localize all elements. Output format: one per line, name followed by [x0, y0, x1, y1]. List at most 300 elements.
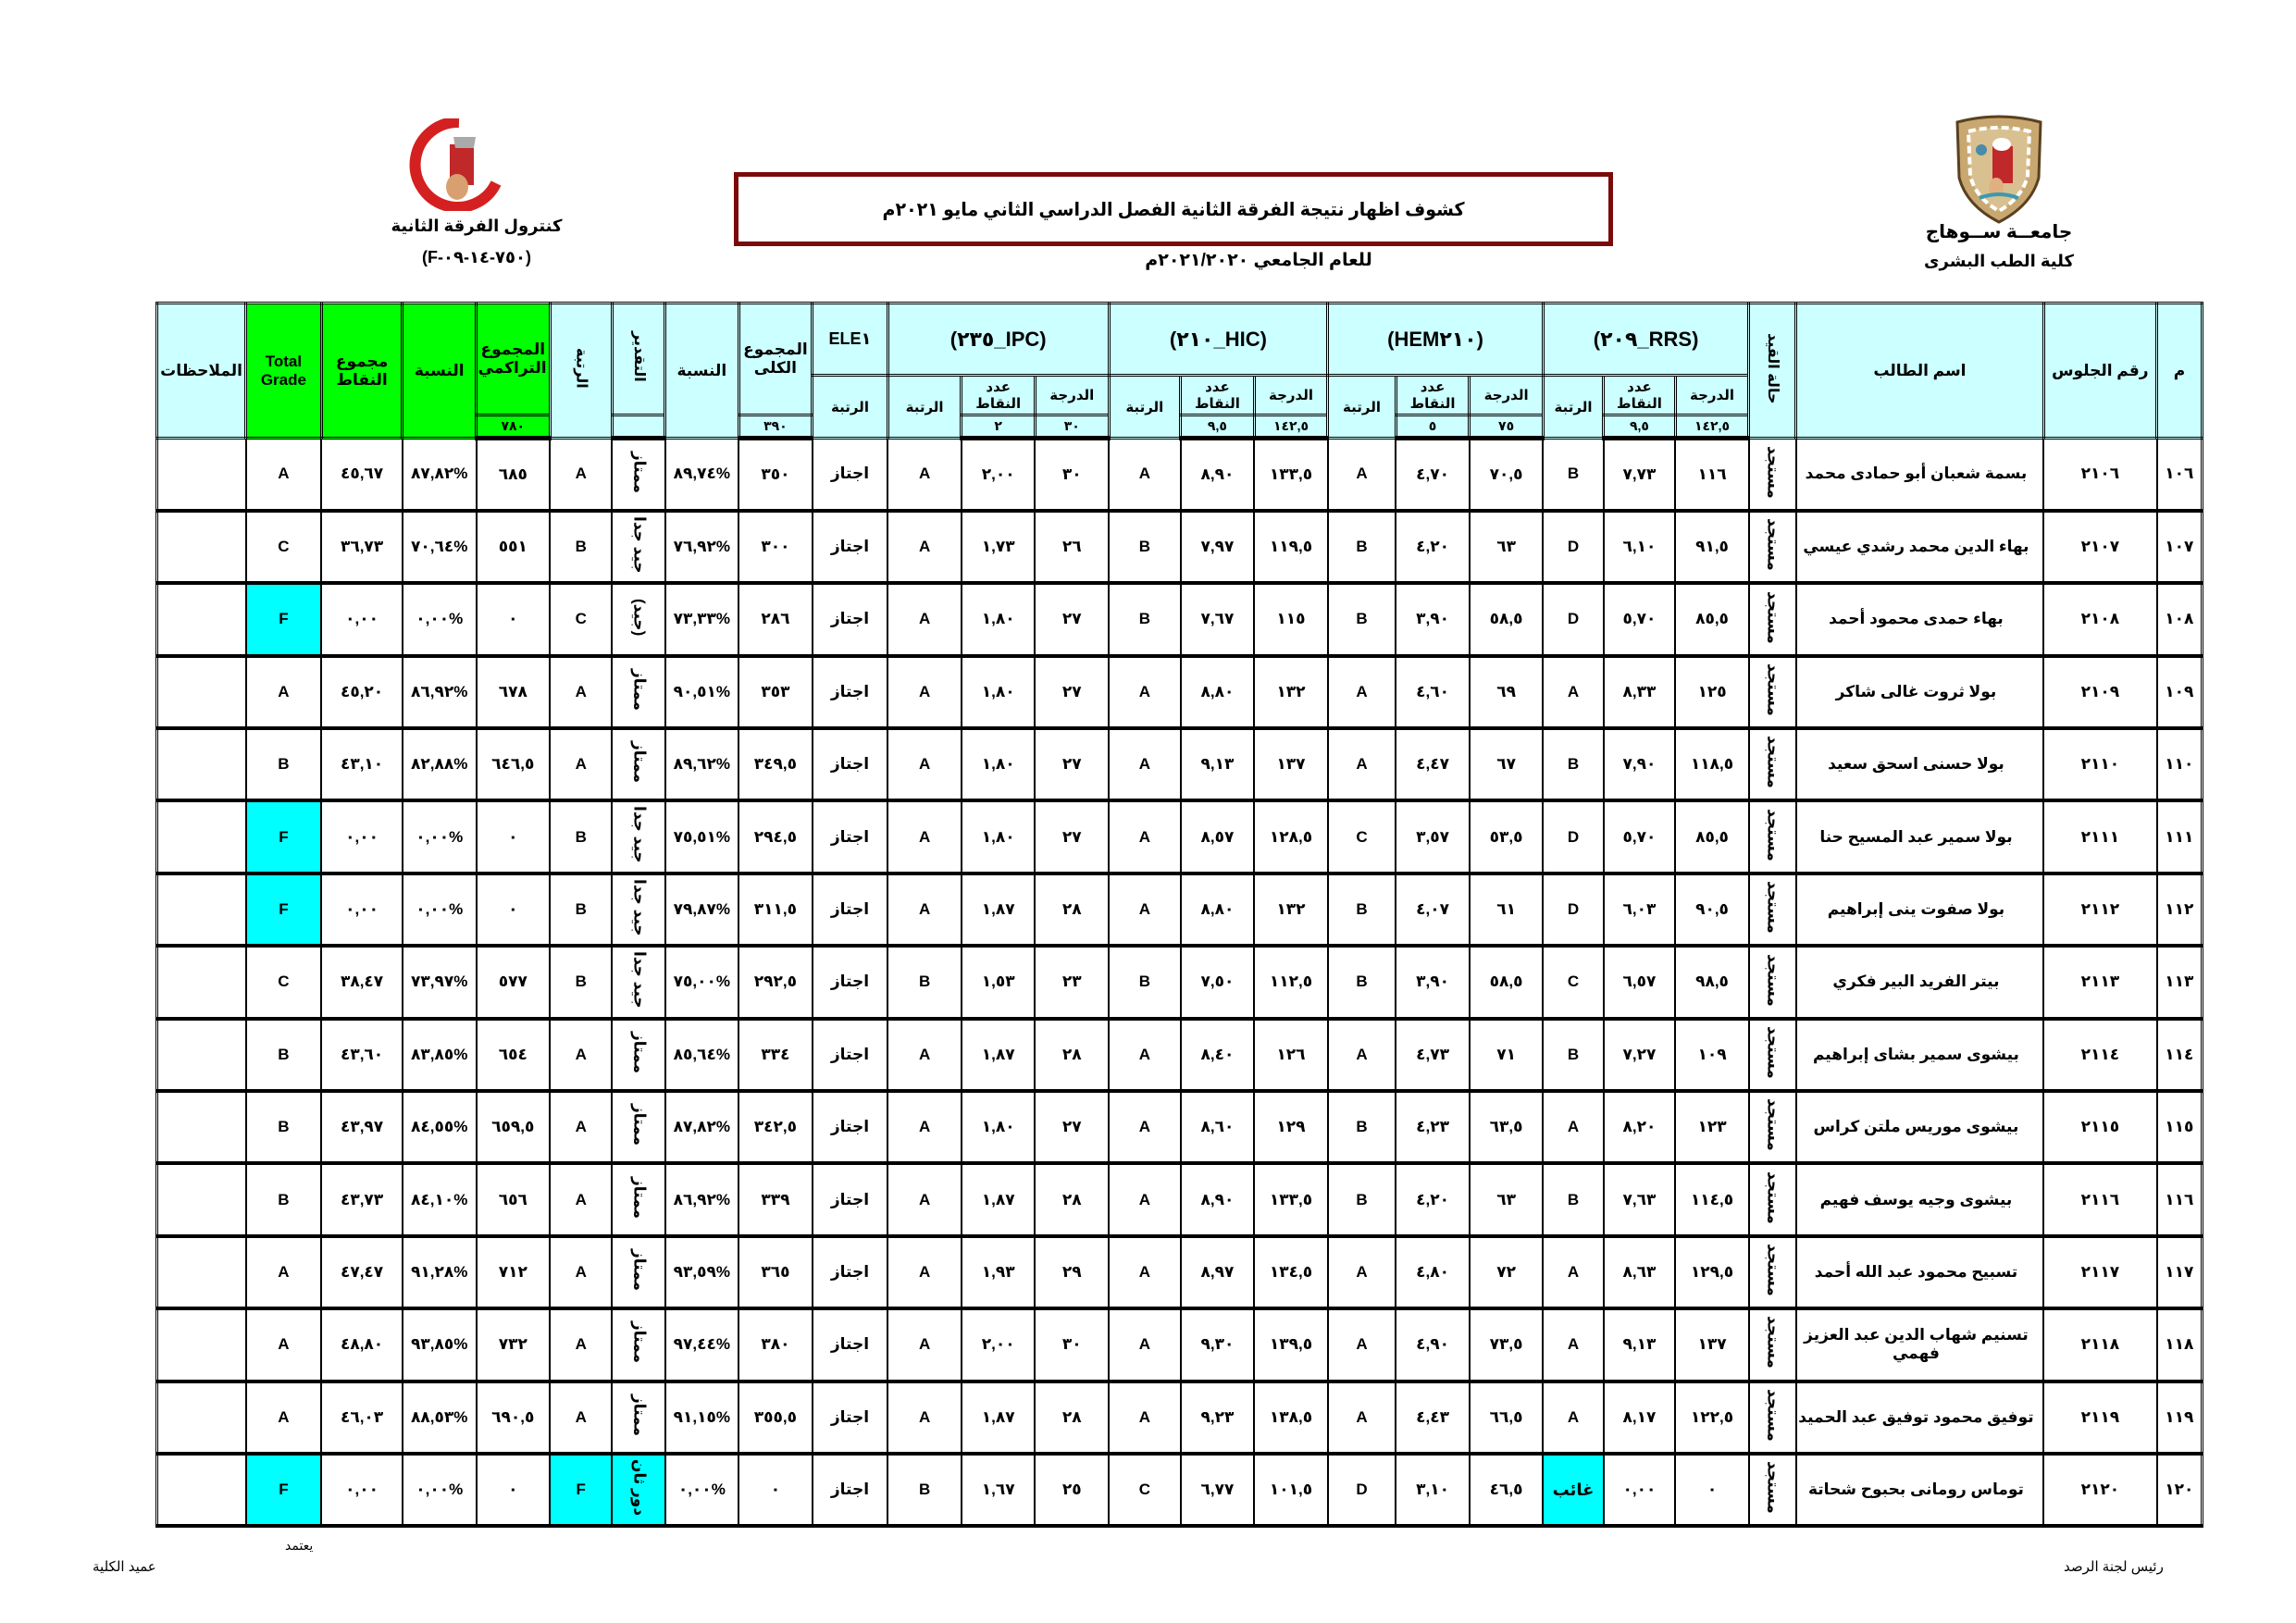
total-grade-cell: F: [246, 800, 322, 873]
cumulative-cell: ٦٨٥: [477, 439, 551, 511]
col-cum-percent: النسبة: [403, 304, 477, 439]
rrs-rank-cell: A: [1543, 1381, 1603, 1454]
rank-cell: A: [550, 439, 612, 511]
rank-cell: A: [550, 728, 612, 800]
estimate-max-blank: [612, 415, 664, 439]
ipc-points-cell: ٢,٠٠: [962, 439, 1036, 511]
ele-cell: اجتاز: [813, 728, 888, 800]
table-row: [157, 800, 2203, 873]
percent-cell: %٩٠,٥١: [665, 656, 739, 728]
hem-rank-cell: B: [1328, 873, 1396, 946]
hem-points-cell: ٤,٤٧: [1396, 728, 1470, 800]
serial-cell: ١١٧: [2157, 1236, 2203, 1308]
student-name-cell: توماس رومانى بحبوح شحاتة: [1796, 1454, 2043, 1526]
hic-points-cell: ٩,٢٣: [1181, 1381, 1255, 1454]
status-text: مستجد: [1764, 445, 1782, 499]
hic-rank-cell: A: [1109, 439, 1181, 511]
student-name-cell: بولا حسنى اسحق سعيد: [1796, 728, 2043, 800]
ipc-rank-cell: B: [887, 1454, 962, 1526]
hem-grade-cell: ٥٨,٥: [1470, 583, 1544, 655]
hic-grade-cell: ١٣٣,٥: [1254, 1163, 1328, 1235]
notes-cell: [157, 946, 246, 1018]
status-text: مستجد: [1764, 1171, 1782, 1224]
faculty-logo: [403, 118, 515, 211]
status-cell: [1749, 511, 1796, 583]
hem-grade-cell: ٦٣: [1470, 1163, 1544, 1235]
rrs-grade-cell: ١١٤,٥: [1675, 1163, 1749, 1235]
rrs-rank-label: الرتبة: [1543, 376, 1603, 439]
rrs-rank-cell: C: [1543, 946, 1603, 1018]
ele-cell: اجتاز: [813, 1091, 888, 1163]
ipc-points-cell: ١,٨٧: [962, 1381, 1036, 1454]
rrs-points-cell: ٥,٧٠: [1604, 800, 1676, 873]
course-hem-header: (HEM٢١٠): [1328, 304, 1544, 376]
ipc-rank-cell: A: [887, 583, 962, 655]
serial-cell: ١١٣: [2157, 946, 2203, 1018]
faculty-name: كلية الطب البشرى: [1924, 252, 2074, 270]
hic-grade-cell: ١١٥: [1254, 583, 1328, 655]
hic-grade-cell: ١٣٢: [1254, 873, 1328, 946]
serial-cell: ١١٢: [2157, 873, 2203, 946]
points-total-cell: ٠,٠٠: [321, 583, 403, 655]
hic-grade-cell: ١٢٦: [1254, 1019, 1328, 1091]
hem-grade-cell: ٧١: [1470, 1019, 1544, 1091]
status-text: مستجد: [1764, 881, 1782, 934]
rrs-rank-cell: D: [1543, 800, 1603, 873]
rrs-max-points: ٩,٥: [1604, 415, 1676, 439]
estimate-text: ممتاز: [630, 1394, 649, 1436]
hic-grade-cell: ١٣٨,٥: [1254, 1381, 1328, 1454]
serial-cell: ١٠٨: [2157, 583, 2203, 655]
table-row: [157, 656, 2203, 728]
estimate-text: ممتاز: [630, 1248, 649, 1292]
total-grade-cell: F: [246, 873, 322, 946]
hic-rank-cell: A: [1109, 1163, 1181, 1235]
status-cell: [1749, 1091, 1796, 1163]
hem-points-cell: ٤,٢٠: [1396, 511, 1470, 583]
col-serial: م: [2157, 304, 2203, 439]
ele-cell: اجتاز: [813, 1381, 888, 1454]
ipc-max-points: ٢: [962, 415, 1036, 439]
rrs-grade-cell: ١٢٩,٥: [1675, 1236, 1749, 1308]
hic-rank-cell: A: [1109, 728, 1181, 800]
estimate-text: دور ثان: [630, 1459, 649, 1517]
cumulative-cell: ٥٧٧: [477, 946, 551, 1018]
total-cell: ٢٩٢,٥: [738, 946, 813, 1018]
hem-rank-cell: A: [1328, 1019, 1396, 1091]
hic-rank-cell: A: [1109, 1091, 1181, 1163]
serial-cell: ١١٥: [2157, 1091, 2203, 1163]
rrs-points-label: عدد النقاط: [1604, 376, 1676, 415]
points-total-cell: ٣٨,٤٧: [321, 946, 403, 1018]
ipc-rank-cell: A: [887, 1236, 962, 1308]
ipc-grade-cell: ٢٧: [1035, 656, 1109, 728]
rank-cell: B: [550, 946, 612, 1018]
rrs-points-cell: ٨,٢٠: [1604, 1091, 1676, 1163]
hem-rank-cell: B: [1328, 583, 1396, 655]
cum-percent-cell: %٨٣,٨٥: [403, 1019, 477, 1091]
hic-grade-cell: ١٣٢: [1254, 656, 1328, 728]
table-row: [157, 1091, 2203, 1163]
hem-grade-cell: ٦٣: [1470, 511, 1544, 583]
status-text: مستجد: [1764, 1461, 1782, 1515]
ipc-grade-cell: ٢٧: [1035, 800, 1109, 873]
rrs-rank-cell: A: [1543, 1091, 1603, 1163]
hem-grade-cell: ٥٣,٥: [1470, 800, 1544, 873]
total-cell: ٣٥٠: [738, 439, 813, 511]
rrs-rank-cell: D: [1543, 873, 1603, 946]
ipc-grade-cell: ٢٦: [1035, 511, 1109, 583]
cum-percent-cell: %٨٢,٨٨: [403, 728, 477, 800]
rank-cell: B: [550, 511, 612, 583]
hic-points-cell: ٨,٩٠: [1181, 439, 1255, 511]
rrs-grade-cell: ١٢٢,٥: [1675, 1381, 1749, 1454]
seat-no-cell: ٢١١٦: [2043, 1163, 2156, 1235]
seat-no-cell: ٢١٠٩: [2043, 656, 2156, 728]
hic-rank-label: الرتبة: [1109, 376, 1181, 439]
hic-grade-cell: ١١٢,٥: [1254, 946, 1328, 1018]
hic-grade-cell: ١٣٩,٥: [1254, 1308, 1328, 1381]
total-cell: ٣٥٣: [738, 656, 813, 728]
rrs-points-cell: ٨,٣٣: [1604, 656, 1676, 728]
percent-cell: %٠,٠٠: [665, 1454, 739, 1526]
total-cell: ٣١١,٥: [738, 873, 813, 946]
course-ele-header: ELE١: [813, 304, 888, 376]
status-text: مستجد: [1764, 1244, 1782, 1296]
ipc-grade-cell: ٢٧: [1035, 728, 1109, 800]
rrs-points-cell: ٥,٧٠: [1604, 583, 1676, 655]
serial-cell: ١١١: [2157, 800, 2203, 873]
rrs-points-cell: ٩,١٣: [1604, 1308, 1676, 1381]
total-grade-cell: A: [246, 1381, 322, 1454]
ipc-points-cell: ١,٥٣: [962, 946, 1036, 1018]
percent-cell: %٨٦,٩٢: [665, 1163, 739, 1235]
hem-points-cell: ٣,١٠: [1396, 1454, 1470, 1526]
status-cell: [1749, 1454, 1796, 1526]
hic-rank-cell: B: [1109, 946, 1181, 1018]
ipc-points-cell: ١,٨٠: [962, 656, 1036, 728]
status-text: مستجد: [1764, 1025, 1782, 1079]
ipc-rank-cell: A: [887, 1163, 962, 1235]
ele-cell: اجتاز: [813, 873, 888, 946]
ipc-points-cell: ١,٨٠: [962, 728, 1036, 800]
title-box: [734, 172, 1613, 246]
rrs-points-cell: ٧,٧٣: [1604, 439, 1676, 511]
table-row: [157, 1381, 2203, 1454]
percent-cell: %٩٣,٥٩: [665, 1236, 739, 1308]
status-cell: [1749, 1381, 1796, 1454]
hic-rank-cell: A: [1109, 1236, 1181, 1308]
seat-no-cell: ٢١١١: [2043, 800, 2156, 873]
serial-cell: ١١٠: [2157, 728, 2203, 800]
rrs-grade-cell: ٠: [1675, 1454, 1749, 1526]
course-hic-header: (HIC_٢١٠): [1109, 304, 1328, 376]
serial-cell: ١١٩: [2157, 1381, 2203, 1454]
estimate-text: ممتاز: [630, 1031, 649, 1073]
rank-cell: A: [550, 1308, 612, 1381]
hic-points-cell: ٧,٥٠: [1181, 946, 1255, 1018]
hem-points-cell: ٤,٢٠: [1396, 1163, 1470, 1235]
hic-points-cell: ٩,٣٠: [1181, 1308, 1255, 1381]
status-cell: [1749, 1236, 1796, 1308]
table-row: [157, 583, 2203, 655]
hem-points-cell: ٣,٥٧: [1396, 800, 1470, 873]
total-cell: ٣٣٩: [738, 1163, 813, 1235]
hic-points-cell: ٨,٩٠: [1181, 1163, 1255, 1235]
student-name-cell: بولا ثروت غالى شاكر: [1796, 656, 2043, 728]
ipc-points-label: عدد النقاط: [962, 376, 1036, 415]
status-cell: [1749, 1019, 1796, 1091]
rrs-points-cell: ٨,٦٣: [1604, 1236, 1676, 1308]
cumulative-cell: ٦٥٦: [477, 1163, 551, 1235]
cumulative-cell: ٠: [477, 1454, 551, 1526]
rrs-points-cell: ٦,١٠: [1604, 511, 1676, 583]
estimate-text: جيد جدا: [630, 515, 649, 574]
notes-cell: [157, 656, 246, 728]
col-notes: الملاحظات: [157, 304, 246, 439]
ele-cell: اجتاز: [813, 1308, 888, 1381]
hic-grade-cell: ١٢٩: [1254, 1091, 1328, 1163]
col-cumulative: المجموع التراكمي: [477, 304, 551, 415]
cum-percent-cell: %٨٤,٥٥: [403, 1091, 477, 1163]
cum-percent-cell: %٨٦,٩٢: [403, 656, 477, 728]
total-grade-cell: C: [246, 511, 322, 583]
cum-percent-cell: %٨٧,٨٢: [403, 439, 477, 511]
ipc-points-cell: ١,٧٣: [962, 511, 1036, 583]
hic-points-cell: ٨,٨٠: [1181, 656, 1255, 728]
ipc-rank-cell: A: [887, 1308, 962, 1381]
ipc-points-cell: ١,٨٠: [962, 583, 1036, 655]
hic-grade-label: الدرجة: [1254, 376, 1328, 415]
rrs-rank-cell: D: [1543, 511, 1603, 583]
status-cell: [1749, 728, 1796, 800]
rank-cell: A: [550, 656, 612, 728]
seat-no-cell: ٢١١٩: [2043, 1381, 2156, 1454]
serial-cell: ١١٦: [2157, 1163, 2203, 1235]
total-cell: ٢٨٦: [738, 583, 813, 655]
serial-cell: ١١٨: [2157, 1308, 2203, 1381]
rrs-points-cell: ٧,٩٠: [1604, 728, 1676, 800]
hic-points-cell: ٧,٩٧: [1181, 511, 1255, 583]
percent-cell: %٨٩,٧٤: [665, 439, 739, 511]
status-text: مستجد: [1764, 1388, 1782, 1442]
ipc-points-cell: ١,٨٧: [962, 873, 1036, 946]
estimate-cell: [612, 946, 664, 1018]
hic-rank-cell: B: [1109, 511, 1181, 583]
ipc-rank-cell: A: [887, 1019, 962, 1091]
hem-points-cell: ٤,٨٠: [1396, 1236, 1470, 1308]
status-text: مستجد: [1764, 663, 1782, 716]
status-cell: [1749, 800, 1796, 873]
hem-points-cell: ٤,٧٣: [1396, 1019, 1470, 1091]
estimate-text: ممتاز: [630, 668, 649, 711]
percent-cell: %٧٥,٥١: [665, 800, 739, 873]
percent-cell: %٧٦,٩٢: [665, 511, 739, 583]
status-cell: [1749, 656, 1796, 728]
estimate-text: ممتاز: [630, 741, 649, 784]
rrs-points-cell: ٧,٢٧: [1604, 1019, 1676, 1091]
hem-rank-cell: B: [1328, 1091, 1396, 1163]
hic-rank-cell: B: [1109, 583, 1181, 655]
points-total-cell: ٤٥,٢٠: [321, 656, 403, 728]
total-grade-cell: B: [246, 1019, 322, 1091]
hem-grade-cell: ٧٢: [1470, 1236, 1544, 1308]
seat-no-cell: ٢١١٨: [2043, 1308, 2156, 1381]
notes-cell: [157, 728, 246, 800]
student-name-cell: بيشوى وجيه يوسف فهيم: [1796, 1163, 2043, 1235]
hic-grade-cell: ١٣٧: [1254, 728, 1328, 800]
hic-points-cell: ٨,٦٠: [1181, 1091, 1255, 1163]
total-grade-cell: F: [246, 1454, 322, 1526]
total-grade-cell: A: [246, 1236, 322, 1308]
rrs-rank-cell: B: [1543, 1163, 1603, 1235]
hic-rank-cell: C: [1109, 1454, 1181, 1526]
ipc-grade-cell: ٢٨: [1035, 1019, 1109, 1091]
rrs-rank-cell: غائب: [1543, 1454, 1603, 1526]
university-name: جامعــة ســوهاج: [1925, 222, 2073, 242]
hem-points-cell: ٤,٧٠: [1396, 439, 1470, 511]
seat-no-cell: ٢١١٢: [2043, 873, 2156, 946]
rrs-points-cell: ٦,٠٣: [1604, 873, 1676, 946]
seat-no-cell: ٢١١٧: [2043, 1236, 2156, 1308]
cumulative-cell: ٠: [477, 873, 551, 946]
notes-cell: [157, 1163, 246, 1235]
cum-percent-cell: %٧٣,٩٧: [403, 946, 477, 1018]
points-total-cell: ٤٣,٦٠: [321, 1019, 403, 1091]
committee-head-signature: رئيس لجنة الرصد: [2064, 1559, 2164, 1575]
seat-no-cell: ٢١١٠: [2043, 728, 2156, 800]
hic-points-cell: ٩,١٣: [1181, 728, 1255, 800]
ele-cell: اجتاز: [813, 511, 888, 583]
notes-cell: [157, 583, 246, 655]
ele-cell: اجتاز: [813, 1163, 888, 1235]
cum-percent-cell: %٨٤,١٠: [403, 1163, 477, 1235]
cumulative-cell: ٠: [477, 583, 551, 655]
points-total-cell: ٤٣,٩٧: [321, 1091, 403, 1163]
student-name-cell: تسنيم شهاب الدين عبد العزيز فهمي: [1796, 1308, 2043, 1381]
rrs-grade-cell: ١٣٧: [1675, 1308, 1749, 1381]
rank-cell: B: [550, 800, 612, 873]
hic-rank-cell: A: [1109, 873, 1181, 946]
col-points-total: مجموع النقاط: [321, 304, 403, 439]
rank-cell: A: [550, 1163, 612, 1235]
col-status: حالة القيد: [1749, 304, 1796, 439]
rrs-rank-cell: B: [1543, 439, 1603, 511]
hic-points-cell: ٨,٨٠: [1181, 873, 1255, 946]
serial-cell: ١٠٧: [2157, 511, 2203, 583]
total-grade-cell: F: [246, 583, 322, 655]
total-cell: ٢٩٤,٥: [738, 800, 813, 873]
notes-cell: [157, 1019, 246, 1091]
ipc-grade-cell: ٢٨: [1035, 873, 1109, 946]
serial-cell: ١٠٩: [2157, 656, 2203, 728]
ipc-rank-cell: A: [887, 439, 962, 511]
hem-rank-cell: A: [1328, 1381, 1396, 1454]
estimate-cell: [612, 439, 664, 511]
ipc-points-cell: ١,٦٧: [962, 1454, 1036, 1526]
hic-grade-cell: ١٢٨,٥: [1254, 800, 1328, 873]
rrs-points-cell: ٧,٦٣: [1604, 1163, 1676, 1235]
hem-rank-cell: A: [1328, 439, 1396, 511]
max-cumulative: ٧٨٠: [477, 415, 551, 439]
rrs-grade-cell: ١١٦: [1675, 439, 1749, 511]
points-total-cell: ٤٦,٠٣: [321, 1381, 403, 1454]
ipc-grade-cell: ٢٧: [1035, 1091, 1109, 1163]
estimate-cell: [612, 1236, 664, 1308]
col-estimate: التقدير: [612, 304, 664, 415]
table-row: [157, 1236, 2203, 1308]
ipc-rank-cell: A: [887, 800, 962, 873]
ipc-grade-cell: ٢٨: [1035, 1381, 1109, 1454]
ipc-rank-cell: A: [887, 1381, 962, 1454]
student-name-cell: بهاء الدين محمد رشدي عيسي: [1796, 511, 2043, 583]
university-logo: [1948, 113, 2050, 224]
estimate-text: ممتاز: [630, 1321, 649, 1364]
cumulative-cell: ٥٥١: [477, 511, 551, 583]
hem-rank-cell: A: [1328, 1308, 1396, 1381]
student-name-cell: بولا صفوت ينى إبراهيم: [1796, 873, 2043, 946]
notes-cell: [157, 800, 246, 873]
total-cell: ٠: [738, 1454, 813, 1526]
hem-points-cell: ٣,٩٠: [1396, 946, 1470, 1018]
cumulative-cell: ٠: [477, 800, 551, 873]
rrs-rank-cell: B: [1543, 1019, 1603, 1091]
hem-grade-cell: ٦٩: [1470, 656, 1544, 728]
rrs-grade-cell: ٩٠,٥: [1675, 873, 1749, 946]
notes-cell: [157, 1091, 246, 1163]
hem-grade-cell: ٦٦,٥: [1470, 1381, 1544, 1454]
table-row: [157, 1019, 2203, 1091]
status-cell: [1749, 583, 1796, 655]
percent-cell: %٧٥,٠٠: [665, 946, 739, 1018]
cumulative-cell: ٦٧٨: [477, 656, 551, 728]
estimate-cell: [612, 583, 664, 655]
ipc-points-cell: ١,٨٧: [962, 1019, 1036, 1091]
rrs-points-cell: ٨,١٧: [1604, 1381, 1676, 1454]
points-total-cell: ٤٣,٧٣: [321, 1163, 403, 1235]
table-row: [157, 946, 2203, 1018]
estimate-text: ممتاز: [630, 451, 649, 493]
results-table: [155, 302, 2203, 1528]
rrs-points-cell: ٦,٥٧: [1604, 946, 1676, 1018]
status-text: مستجد: [1764, 953, 1782, 1007]
status-cell: [1749, 1163, 1796, 1235]
hem-max-grade: ٧٥: [1470, 415, 1544, 439]
status-cell: [1749, 1308, 1796, 1381]
rank-cell: A: [550, 1019, 612, 1091]
ipc-rank-cell: A: [887, 873, 962, 946]
total-cell: ٣٦٥: [738, 1236, 813, 1308]
hem-rank-cell: C: [1328, 800, 1396, 873]
rank-cell: A: [550, 1236, 612, 1308]
student-name-cell: بهاء حمدى محمود أحمد: [1796, 583, 2043, 655]
ipc-points-cell: ٢,٠٠: [962, 1308, 1036, 1381]
col-rank: الرتبة: [550, 304, 612, 439]
hic-rank-cell: A: [1109, 1308, 1181, 1381]
rank-cell: B: [550, 873, 612, 946]
cumulative-cell: ٧١٢: [477, 1236, 551, 1308]
estimate-text: جيد جدا: [630, 951, 649, 1009]
rrs-grade-cell: ١٠٩: [1675, 1019, 1749, 1091]
estimate-cell: [612, 728, 664, 800]
rrs-grade-cell: ١٢٥: [1675, 656, 1749, 728]
table-row: [157, 1308, 2203, 1381]
control-name: كنترول الفرقة الثانية: [391, 217, 563, 235]
percent-cell: %٩١,١٥: [665, 1381, 739, 1454]
notes-cell: [157, 1381, 246, 1454]
cumulative-cell: ٧٣٢: [477, 1308, 551, 1381]
results-body: [157, 439, 2203, 1527]
